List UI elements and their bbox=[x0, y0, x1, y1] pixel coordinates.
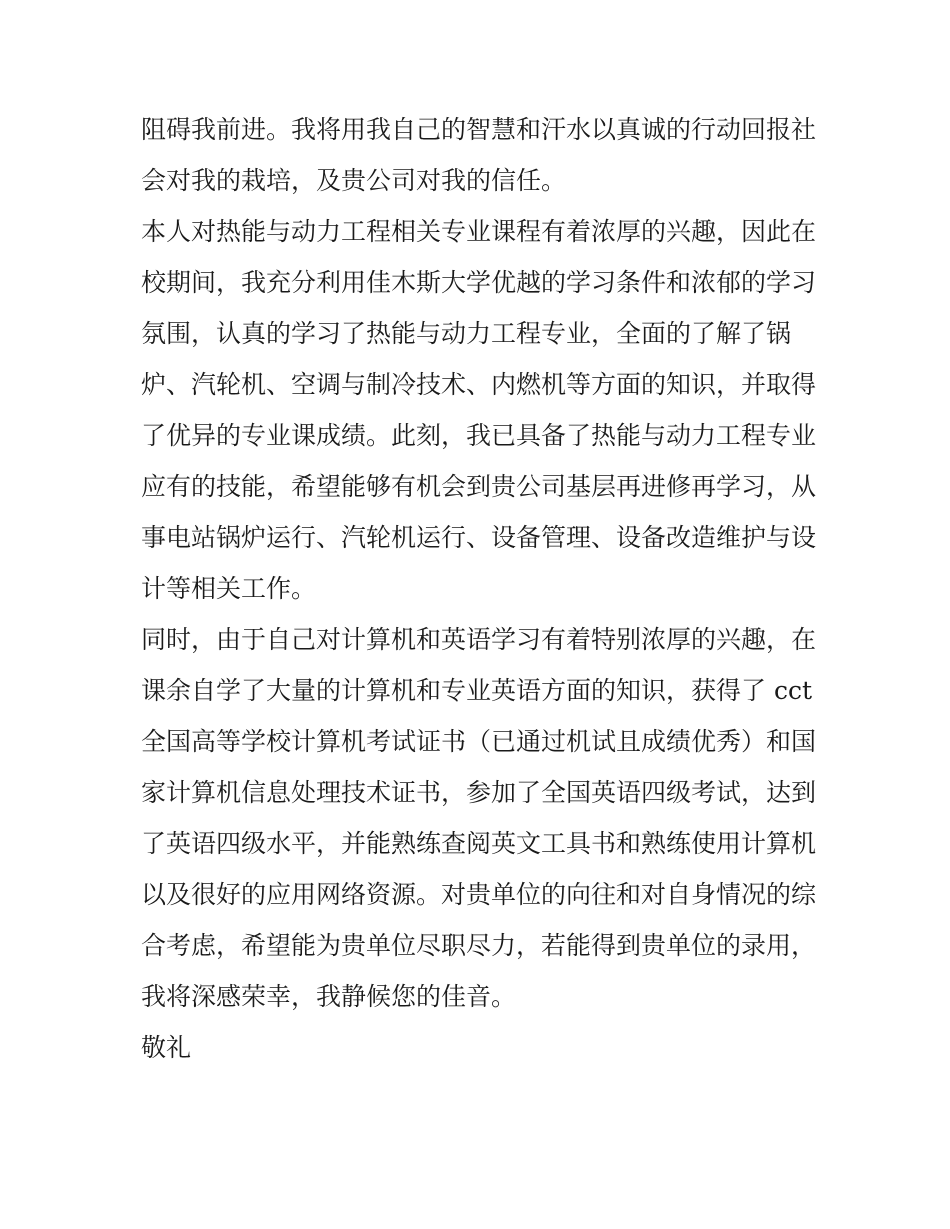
text-line-14: 家计算机信息处理技术证书，参加了全国英语四级考试，达到 bbox=[141, 778, 817, 807]
text-line-5: 氛围，认真的学习了热能与动力工程专业，全面的了解了锅 bbox=[141, 319, 792, 348]
text-line-4: 校期间，我充分利用佳木斯大学优越的学习条件和浓郁的学习 bbox=[141, 268, 817, 297]
text-line-1: 阻碍我前进。我将用我自己的智慧和汗水以真诚的行动回报社 bbox=[141, 115, 817, 144]
closing-salutation: 敬礼 bbox=[141, 1033, 192, 1062]
text-line-11: 同时，由于自己对计算机和英语学习有着特别浓厚的兴趣，在 bbox=[141, 625, 817, 654]
text-line-12: 课余自学了大量的计算机和专业英语方面的知识，获得了 cct bbox=[141, 676, 812, 705]
text-line-7: 了优异的专业课成绩。此刻，我已具备了热能与动力工程专业 bbox=[141, 421, 817, 450]
text-line-9: 事电站锅炉运行、汽轮机运行、设备管理、设备改造维护与设 bbox=[141, 523, 817, 552]
text-line-17: 合考虑，希望能为贵单位尽职尽力，若能得到贵单位的录用， bbox=[141, 931, 817, 960]
letter-body bbox=[141, 104, 821, 1073]
text-line-6: 炉、汽轮机、空调与制冷技术、内燃机等方面的知识，并取得 bbox=[141, 370, 817, 399]
text-line-15: 了英语四级水平，并能熟练查阅英文工具书和熟练使用计算机 bbox=[141, 829, 817, 858]
text-line-2: 会对我的栽培，及贵公司对我的信任。 bbox=[141, 166, 567, 195]
text-line-10: 计等相关工作。 bbox=[141, 574, 317, 603]
text-line-16: 以及很好的应用网络资源。对贵单位的向往和对自身情况的综 bbox=[141, 880, 817, 909]
text-line-3: 本人对热能与动力工程相关专业课程有着浓厚的兴趣，因此在 bbox=[141, 217, 817, 246]
text-line-8: 应有的技能，希望能够有机会到贵公司基层再进修再学习，从 bbox=[141, 472, 817, 501]
text-line-18: 我将深感荣幸，我静候您的佳音。 bbox=[141, 982, 517, 1011]
text-line-13: 全国高等学校计算机考试证书（已通过机试且成绩优秀）和国 bbox=[141, 727, 817, 756]
